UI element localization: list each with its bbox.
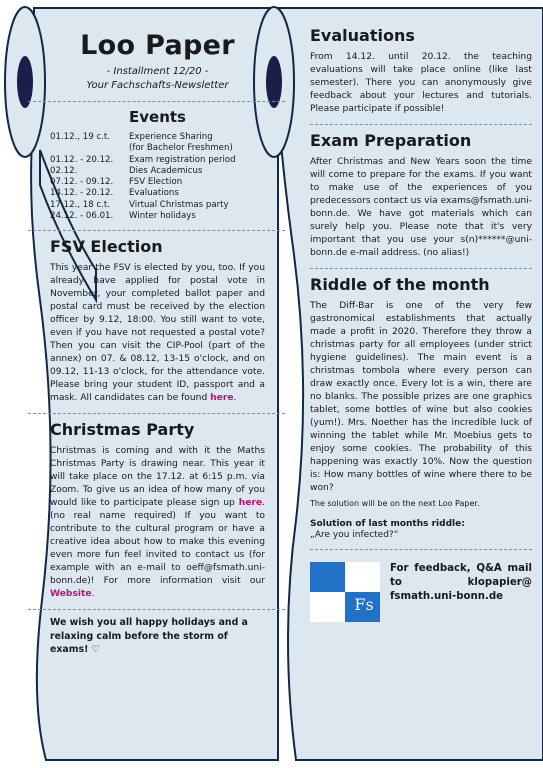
event-date: 01.12., 19 c.t. (50, 132, 111, 142)
event-text: Evaluations (129, 188, 179, 199)
exam-preparation-heading: Exam Preparation (310, 131, 472, 150)
christmas-text-3: . (91, 589, 95, 600)
right-column (310, 22, 532, 622)
riddle-heading: Riddle of the month (310, 275, 490, 294)
logo-quadrant (310, 562, 345, 592)
events-table (50, 132, 236, 222)
newsletter-title: Loo Paper (80, 30, 235, 61)
event-text: Experience Sharing (129, 132, 213, 142)
feedback-contact-text: For feedback, Q&A mail to klopapier@ fsmath.uni-bonn.de (390, 563, 532, 602)
event-date (50, 143, 129, 154)
event-row (50, 177, 236, 188)
divider (28, 101, 285, 102)
events-heading: Events (129, 108, 186, 126)
event-text: (for Bachelor Freshmen) (129, 143, 233, 154)
divider (310, 549, 532, 550)
logo-quadrant (345, 562, 380, 592)
fsv-election-heading: FSV Election (50, 237, 163, 257)
last-solution-text: „Are you infected?“ (310, 530, 399, 540)
event-row (50, 211, 236, 222)
riddle-solution-note: The solution will be on the next Loo Paper. (310, 499, 480, 508)
christmas-party-heading: Christmas Party (50, 420, 195, 440)
event-row (50, 143, 236, 154)
christmas-text-1: Christmas is coming and with it the Maths Christmas Party is drawing near. This year it will take place on the 17.12. at 6:15 p.m. via Zoom. To give us an idea of how many of you would like to participate please sign up (50, 446, 265, 509)
holiday-greeting: We wish you all happy holidays and a relaxing calm before the storm of exams! ♡ (50, 617, 248, 655)
fsv-election-text (50, 262, 265, 405)
event-text: Dies Academicus (129, 165, 203, 176)
evaluations-heading: Evaluations (310, 26, 415, 45)
event-row (50, 132, 236, 143)
fsv-text-end: . (233, 393, 237, 404)
feedback-box (310, 562, 532, 622)
christmas-party-text (50, 445, 265, 601)
riddle-text: The Diff-Bar is one of the very few gastronomical establishments that actually made a profit in 2020. Therefore they throw a christmas party for all employees (under strict hygiene guidelines). The main event is a christmas tombola where every person can draw exactly once. Every lot is a win, there are no blanks. The possible prizes are one graphics tablet, some bottles of wine but also cookies (yum!). Mrs. Noether has the incredible luck of winning the tablet while Mr. Moebius gets to enjoy some cookies. The probability of this happening was exactly 10%. Now the question is: How many bottles of wine where there to be won? (310, 301, 532, 493)
event-text: Virtual Christmas party (129, 199, 229, 210)
event-date: 17.12., 18 c.t. (50, 199, 111, 210)
event-text: Exam registration period (129, 154, 236, 165)
christmas-text-2: . (no real name required) If you want to contribute to the cultural program or have a creative idea about how to make this evening even more fun feel invited to contact us (for example with an e-mail to oeff@fsmath.uni-bonn.de)! For more information visit our (50, 498, 265, 587)
event-row (50, 188, 236, 199)
event-row (50, 166, 236, 177)
exam-preparation-text: After Christmas and New Years soon the time will come to prepare for the exams. If you want to make use of the experiences of you predecessors contact us via exams@fsmath.uni-bonn.de. We have got materials which can surely help you. Please note that it's very important that you use your s(n)******@uni-bonn.de e-mail address. (no alias!) (310, 157, 532, 258)
event-row (50, 155, 236, 166)
divider (310, 268, 532, 269)
event-text: Winter holidays (129, 211, 196, 222)
signup-link[interactable]: here (238, 498, 263, 509)
logo-fs-letters: Fs (354, 595, 374, 614)
logo-quadrant (310, 592, 345, 622)
event-date: 14.12. - 20.12. (50, 188, 114, 199)
website-link[interactable]: Website (50, 589, 92, 600)
last-solution-heading: Solution of last months riddle: (310, 519, 465, 529)
event-date: 24.12. - 06.01. (50, 211, 114, 222)
divider (28, 413, 285, 414)
divider (28, 609, 285, 610)
newsletter-subtitle: Your Fachschafts-Newsletter (86, 80, 229, 91)
event-text: FSV Election (129, 177, 183, 188)
candidates-link[interactable]: here (210, 393, 234, 404)
event-date: 02.12. (50, 165, 78, 176)
event-date: 01.12. - 20.12. (50, 154, 114, 165)
event-row (50, 200, 236, 211)
divider (28, 230, 285, 231)
installment-line: - Installment 12/20 - (106, 66, 209, 77)
fachschaft-logo (310, 562, 380, 622)
event-date: 07.12. - 09.12. (50, 177, 114, 188)
evaluations-text: From 14.12. until 20.12. the teaching evaluations will take place online (like last semester). There you can anonymously give feedback about your lectures and tutorials. Please participate if possible! (310, 52, 532, 114)
fsv-text: This year the FSV is elected by you, too. If you already have applied for postal vote in November, your completed ballot paper and postal card must be received by the election officer by 9.12, 18:00. You still want to vote, even if you have not requested a postal vote? Then you can visit the CIP-Pool (part of the annex) on 07. & 08.12, 13-15 o'clock, and on 09.12, 11-13 o'clock, for the attendance vote. Please bring your student ID, passport and a mask. All candidates can be found (50, 263, 265, 404)
left-column (50, 22, 265, 656)
divider (310, 124, 532, 125)
